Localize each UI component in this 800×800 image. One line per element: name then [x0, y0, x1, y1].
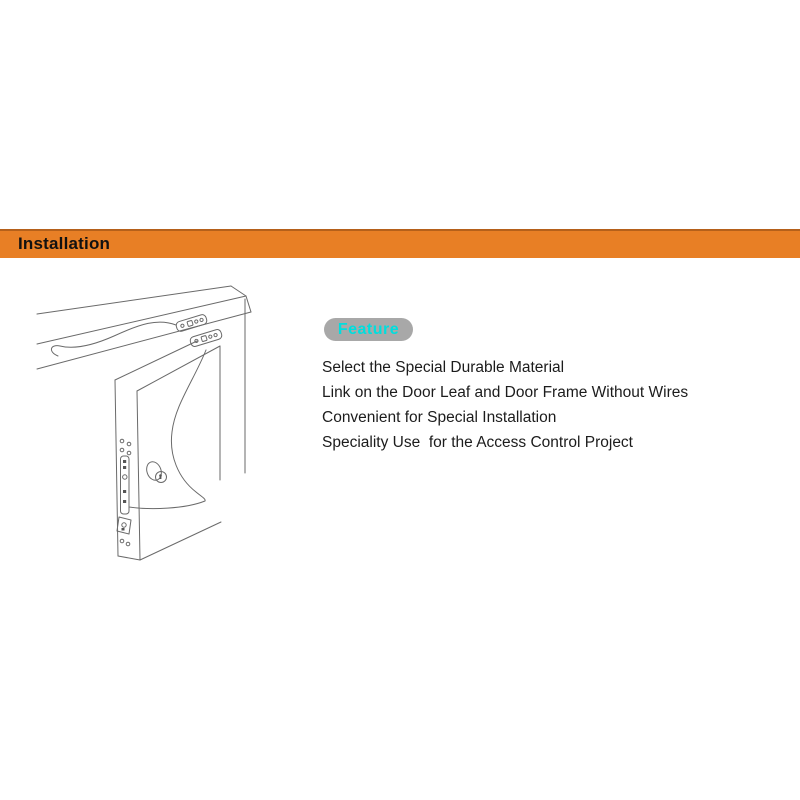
feature-item: Convenient for Special Installation — [322, 409, 557, 426]
feature-item: Link on the Door Leaf and Door Frame Without Wires — [322, 384, 689, 401]
door-knob — [144, 460, 166, 483]
door-leaf — [115, 341, 221, 560]
page-title: Installation — [18, 234, 111, 253]
feature-badge-label: Feature — [337, 320, 400, 338]
door-sensor-plate — [189, 329, 223, 348]
feature-item: Select the Special Durable Material — [322, 359, 565, 376]
frame-sensor-plate — [175, 314, 208, 333]
door-frame-post — [220, 299, 245, 480]
feature-item: Speciality Use for the Access Control Project — [322, 434, 633, 451]
feature-badge — [324, 318, 413, 341]
feature-list — [322, 355, 742, 455]
lock-detail-marks — [122, 460, 162, 531]
door-frame-header — [37, 286, 251, 369]
section-header-bar — [0, 229, 800, 258]
door-installation-illustration — [30, 280, 330, 570]
